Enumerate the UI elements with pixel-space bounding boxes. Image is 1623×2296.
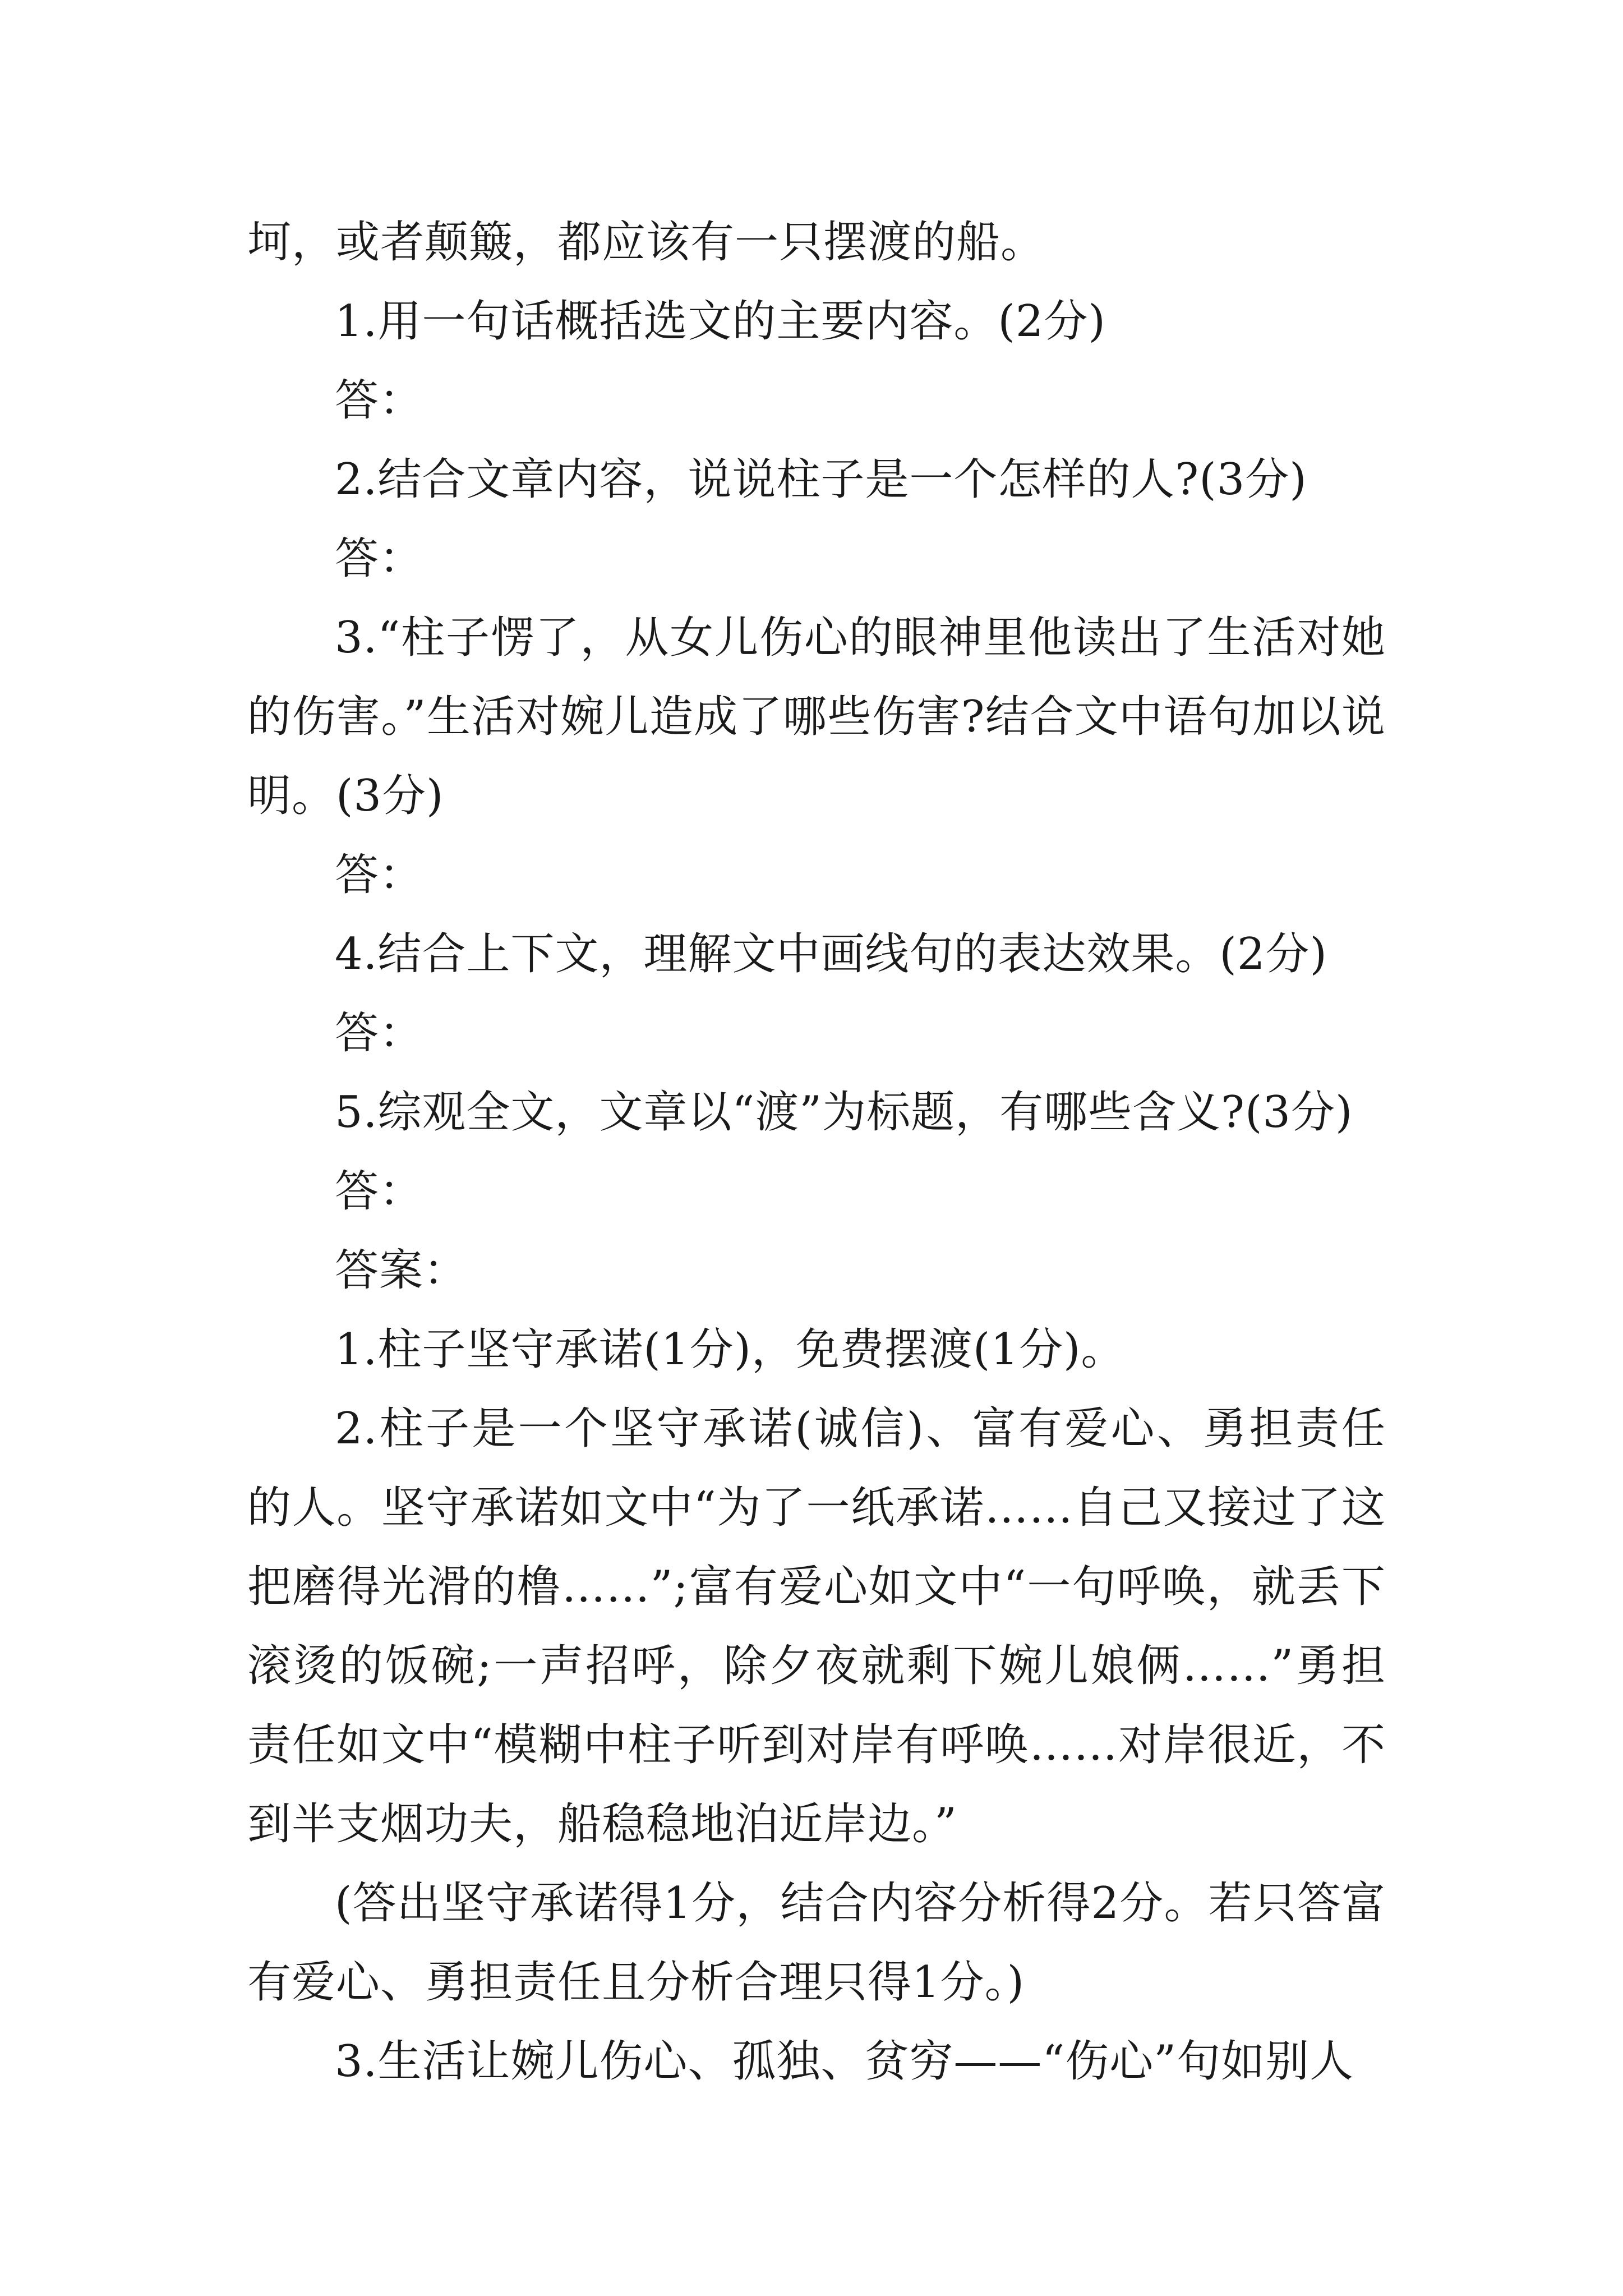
answer-key-2-scoring-note: (答出坚守承诺得1分，结合内容分析得2分。若只答富有爱心、勇担责任且分析合理只得1分。) <box>247 1878 1386 2008</box>
answer-label-1: 答： <box>335 375 424 426</box>
answer-key-2: 2.柱子是一个坚守承诺(诚信)、富有爱心、勇担责任的人。坚守承诺如文中“为了一纸承诺……自己又接过了这把磨得光滑的橹……”;富有爱心如文中“一句呼唤，就丢下滚烫的饭碗;一声招呼，除夕夜就剩下婉儿娘俩……”勇担责任如文中“模糊中柱子听到对岸有呼唤……对岸很近，不到半支烟功夫，船稳稳地泊近岸边。” <box>247 1404 1386 1849</box>
question-1: 1.用一句话概括选文的主要内容。(2分) <box>335 296 1106 347</box>
paragraph-continuation: 坷，或者颠簸，都应该有一只摆渡的船。 <box>247 217 1045 268</box>
question-3: 3.“柱子愣了，从女儿伤心的眼神里他读出了生活对她的伤害。”生活对婉儿造成了哪些伤害?结合文中语句加以说明。(3分) <box>247 613 1386 821</box>
answer-label-2: 答： <box>335 533 424 584</box>
answer-key-heading: 答案： <box>335 1245 468 1296</box>
question-2: 2.结合文章内容，说说柱子是一个怎样的人?(3分) <box>335 454 1307 505</box>
answer-label-5: 答： <box>335 1166 424 1217</box>
question-5: 5.综观全文，文章以“渡”为标题，有哪些含义?(3分) <box>335 1087 1353 1138</box>
question-4: 4.结合上下文，理解文中画线句的表达效果。(2分) <box>335 929 1327 979</box>
answer-key-1: 1.柱子坚守承诺(1分)，免费摆渡(1分)。 <box>335 1324 1126 1375</box>
answer-label-3: 答： <box>335 850 424 900</box>
document-body <box>247 203 1386 2101</box>
answer-key-3: 3.生活让婉儿伤心、孤独、贫穷——“伤心”句如别人 <box>335 2036 1354 2087</box>
answer-label-4: 答： <box>335 1008 424 1059</box>
